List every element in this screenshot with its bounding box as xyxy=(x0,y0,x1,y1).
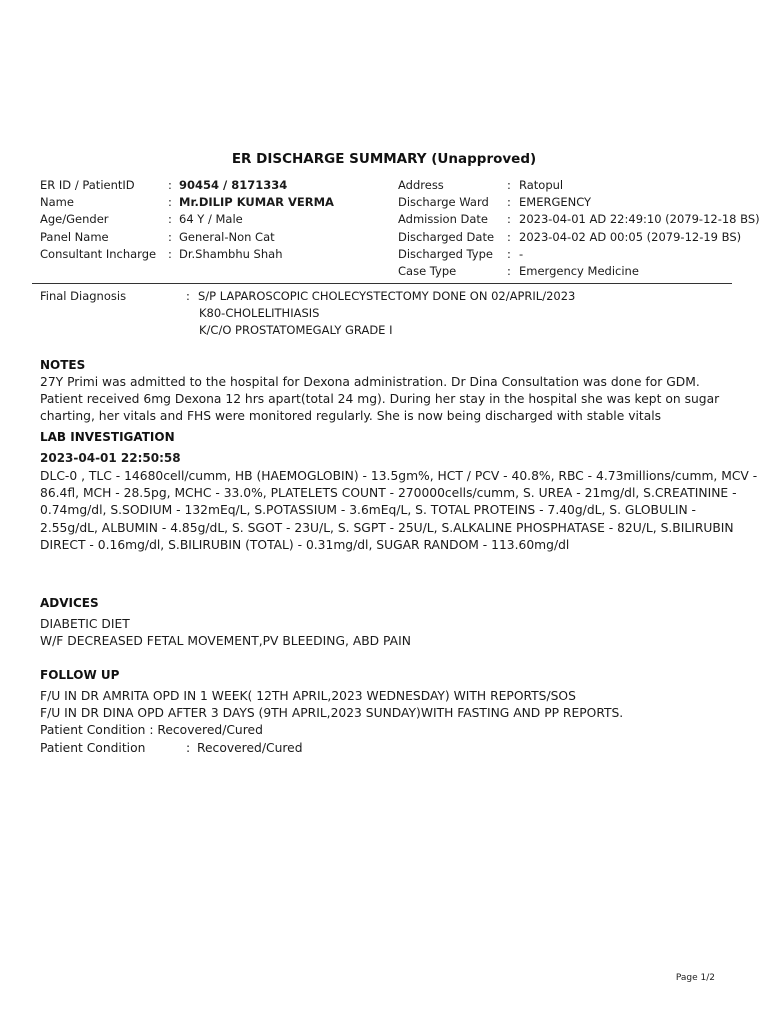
diagnosis-line: K80-CHOLELITHIASIS xyxy=(199,306,320,321)
info-label: ER ID / PatientID xyxy=(40,178,135,192)
info-row-name xyxy=(40,194,380,211)
document-title: ER DISCHARGE SUMMARY (Unapproved) xyxy=(231,151,537,167)
patient-info-left xyxy=(40,177,380,263)
info-label: Admission Date xyxy=(398,212,489,227)
lab-results-text xyxy=(40,468,758,554)
info-value-discharge-ward: EMERGENCY xyxy=(519,195,592,210)
advices-text xyxy=(40,616,732,650)
follow-up-line: F/U IN DR AMRITA OPD IN 1 WEEK( 12TH APRIL,2023 WEDNESDAY) WITH REPORTS/SOS xyxy=(40,689,576,703)
info-value-panel: General-Non Cat xyxy=(179,229,275,244)
info-row-discharged-type xyxy=(398,246,738,263)
lab-investigation-heading: LAB INVESTIGATION xyxy=(40,430,175,444)
info-value-age-gender: 64 Y / Male xyxy=(179,212,243,227)
follow-up-heading: FOLLOW UP xyxy=(40,668,120,682)
info-label: Discharged Date xyxy=(398,229,495,244)
patient-condition-label: Patient Condition xyxy=(40,741,146,755)
follow-up-line: F/U IN DR DINA OPD AFTER 3 DAYS (9TH APRIL,2023 SUNDAY)WITH FASTING AND PP REPORTS. xyxy=(40,706,624,721)
colon-separator: : xyxy=(168,178,172,192)
colon-separator: : xyxy=(507,246,511,261)
info-value-name: Mr.DILIP KUMAR VERMA xyxy=(179,195,334,210)
info-label: Consultant Incharge xyxy=(40,246,157,261)
info-row-panel xyxy=(40,229,380,246)
notes-line: charting, her vitals and FHS were monitored regularly. She is now being discharged with stable vitals xyxy=(40,409,662,424)
info-row-discharge-ward xyxy=(398,194,738,211)
info-value-address: Ratopul xyxy=(519,178,564,192)
info-label: Address xyxy=(398,178,444,192)
notes-line: 27Y Primi was admitted to the hospital for Dexona administration. Dr Dina Consultation was done for GDM. xyxy=(40,375,700,389)
advice-line: W/F DECREASED FETAL MOVEMENT,PV BLEEDING, ABD PAIN xyxy=(40,634,411,649)
patient-info-right xyxy=(398,177,760,280)
diagnosis-line: K/C/O PROSTATOMEGALY GRADE I xyxy=(199,323,393,338)
info-value-consultant: Dr.Shambhu Shah xyxy=(179,246,283,261)
follow-up-line: Patient Condition : Recovered/Cured xyxy=(40,723,263,738)
patient-condition-value: Recovered/Cured xyxy=(197,741,303,755)
colon-separator: : xyxy=(186,741,191,755)
colon-separator: : xyxy=(168,212,172,227)
final-diagnosis-label: Final Diagnosis xyxy=(40,289,127,303)
info-label: Age/Gender xyxy=(40,212,109,227)
colon-separator: : xyxy=(168,229,172,244)
colon-separator: : xyxy=(507,212,511,227)
info-value-discharged-type: - xyxy=(519,246,524,261)
lab-line: DIRECT - 0.16mg/dl, S.BILIRUBIN (TOTAL) - 0.31mg/dl, SUGAR RANDOM - 113.60mg/dl xyxy=(40,537,570,552)
info-label: Case Type xyxy=(398,263,457,278)
colon-separator: : xyxy=(168,246,172,261)
advice-line: DIABETIC DIET xyxy=(40,617,130,631)
info-label: Discharged Type xyxy=(398,246,493,261)
lab-timestamp: 2023-04-01 22:50:58 xyxy=(40,451,181,465)
lab-line: DLC-0 , TLC - 14680cell/cumm, HB (HAEMOGLOBIN) - 13.5gm%, HCT / PCV - 40.8%, RBC - 4.73millions/cumm, MCV - xyxy=(40,469,758,483)
info-row-consultant xyxy=(40,246,380,263)
info-row-address xyxy=(398,177,738,194)
colon-separator: : xyxy=(507,263,511,278)
info-row-er-id xyxy=(40,177,380,194)
lab-line: 86.4fl, MCH - 28.5pg, MCHC - 33.0%, PLATELETS COUNT - 270000cells/cumm, S. UREA - 21mg/dl, S.CREATININE - xyxy=(40,486,737,501)
follow-up-text xyxy=(40,688,732,740)
info-row-discharged-date xyxy=(398,229,742,246)
colon-separator: : xyxy=(507,229,511,244)
colon-separator: : xyxy=(168,195,172,210)
advices-heading: ADVICES xyxy=(40,596,99,610)
info-row-age-gender xyxy=(40,211,380,228)
info-row-admission-date xyxy=(398,211,760,228)
final-diagnosis-lines xyxy=(198,288,575,340)
info-row-case-type xyxy=(398,263,738,280)
notes-heading: NOTES xyxy=(40,358,86,372)
info-label: Name xyxy=(40,195,74,210)
header-divider xyxy=(32,283,732,284)
info-label: Panel Name xyxy=(40,229,109,244)
info-value-case-type: Emergency Medicine xyxy=(519,263,639,278)
notes-line: Patient received 6mg Dexona 12 hrs apart(total 24 mg). During her stay in the hospital she was kept on sugar xyxy=(40,392,720,407)
page-number: Page 1/2 xyxy=(675,973,715,983)
info-value-admission-date: 2023-04-01 AD 22:49:10 (2079-12-18 BS) xyxy=(519,212,760,227)
lab-line: 2.55g/dL, ALBUMIN - 4.85g/dL, S. SGOT - 23U/L, S. SGPT - 25U/L, S.ALKALINE PHOSPHATASE - 82U/L, S.BILIRUBIN xyxy=(40,520,734,535)
info-value-er-id: 90454 / 8171334 xyxy=(179,178,288,192)
colon-separator: : xyxy=(186,289,190,303)
diagnosis-line: S/P LAPAROSCOPIC CHOLECYSTECTOMY DONE ON 02/APRIL/2023 xyxy=(198,289,576,303)
lab-line: 0.74mg/dl, S.SODIUM - 132mEq/L, S.POTASSIUM - 3.6mEq/L, S. TOTAL PROTEINS - 7.40g/dL, S. GLOBULIN - xyxy=(40,503,696,518)
colon-separator: : xyxy=(507,178,511,192)
info-value-discharged-date: 2023-04-02 AD 00:05 (2079-12-19 BS) xyxy=(519,229,742,244)
info-label: Discharge Ward xyxy=(398,195,489,210)
notes-text xyxy=(40,374,732,426)
colon-separator: : xyxy=(507,195,511,210)
patient-condition xyxy=(40,740,440,758)
